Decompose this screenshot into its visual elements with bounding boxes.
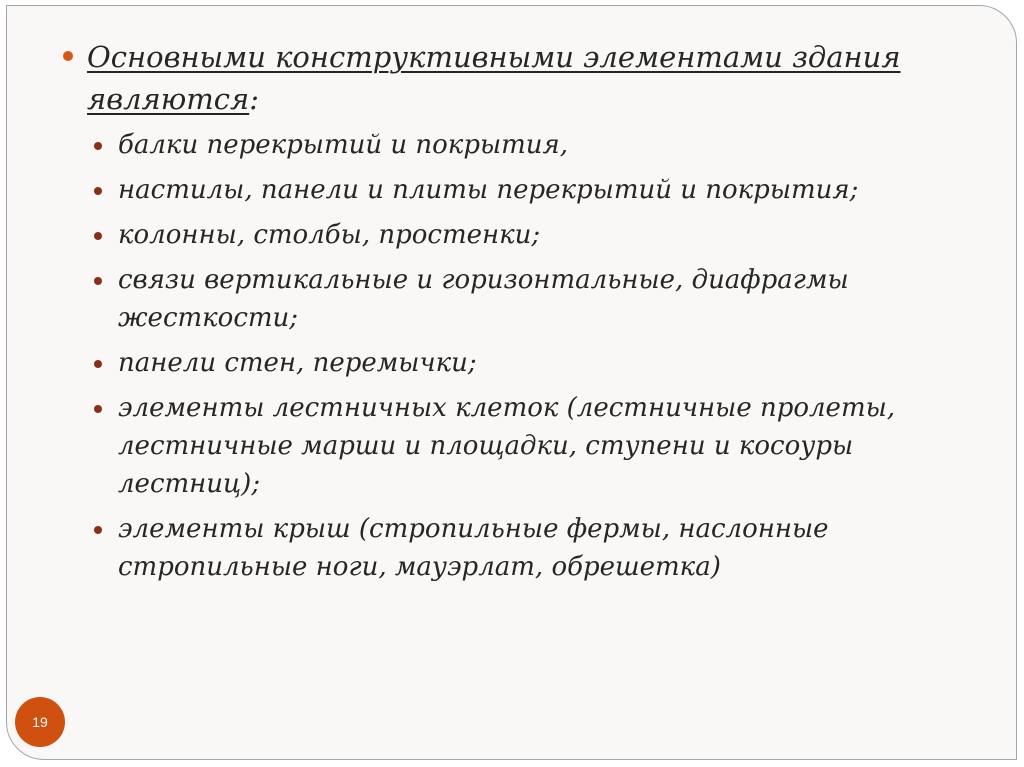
bullet-icon [94,187,102,195]
list-item-text: настилы, панели и плиты перекрытий и покрытия; [118,175,859,205]
list-item [61,126,981,164]
list-item-text: элементы крыш (стропильные фермы, наслонные стропильные ноги, мауэрлат, обрешетка) [118,514,829,582]
list-item [61,216,981,254]
slide-frame [6,5,1017,760]
list-item [61,344,981,382]
bullet-icon [94,277,102,285]
bullet-icon [94,142,102,150]
slide-heading: Основными конструктивными элементами здания являются [87,40,901,116]
list-item-text: панели стен, перемычки; [118,348,477,378]
list-item [61,510,981,586]
bullet-icon [94,526,102,534]
element-list [61,126,981,586]
bullet-icon [94,232,102,240]
list-item [61,389,981,503]
bullet-icon [94,360,102,368]
page-number-badge: 19 [15,697,65,747]
slide-content [61,36,981,593]
list-item-text: балки перекрытий и покрытия, [118,130,569,160]
list-item [61,171,981,209]
list-item-text: элементы лестничных клеток (лестничные пролеты, лестничные марши и площадки, ступени и косоуры лестниц); [118,393,896,499]
heading-bullet-item [61,36,981,120]
list-item-text: связи вертикальные и горизонтальные, диафрагмы жесткости; [118,265,849,333]
list-item-text: колонны, столбы, простенки; [118,220,541,250]
bullet-icon [63,51,73,61]
heading-colon: : [249,82,259,116]
list-item [61,261,981,337]
bullet-icon [94,405,102,413]
